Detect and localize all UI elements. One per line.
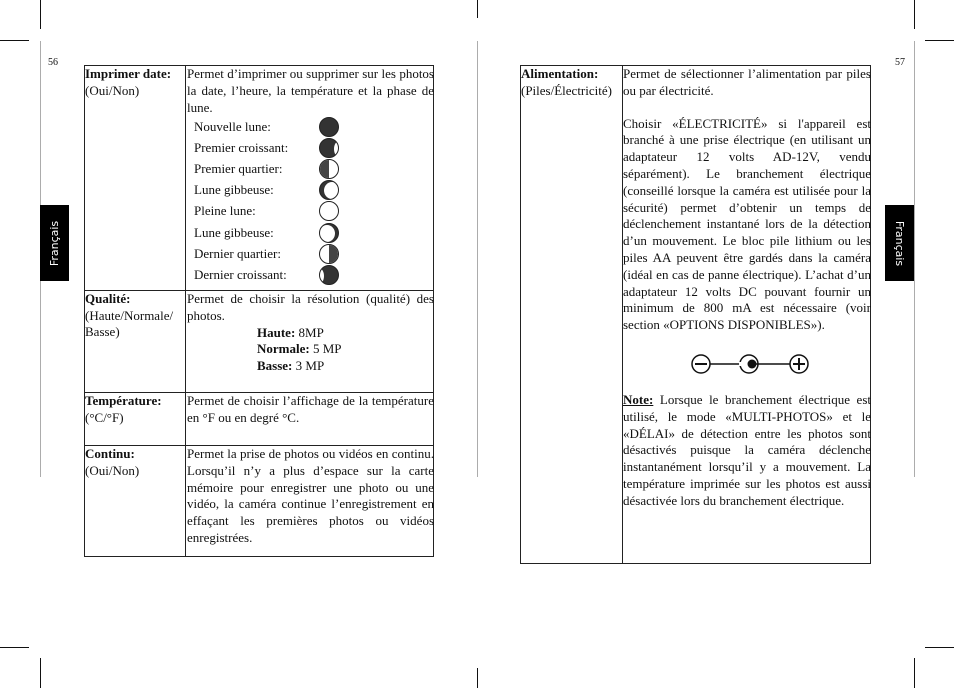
crop-mark [914, 0, 915, 29]
polarity-diagram [623, 334, 871, 392]
crop-mark [0, 647, 29, 648]
row-label [85, 393, 183, 426]
moon-phase-label: Premier croissant: [194, 140, 289, 155]
label-sub: (Oui/Non) [85, 82, 140, 98]
moon-phase-label: Dernier croissant: [194, 267, 287, 282]
table-row-temperature [85, 392, 433, 446]
crop-mark [477, 0, 478, 18]
page-number-right: 57 [895, 57, 905, 68]
row-description [623, 66, 871, 510]
description-text: Permet d’imprimer ou supprimer sur les photos la date, l’heure, la température et la phase de lune. [187, 66, 434, 115]
waxing-crescent-icon [319, 138, 339, 158]
moon-phase-label: Pleine lune: [194, 203, 256, 218]
new-moon-icon [319, 117, 339, 137]
margin-line [914, 41, 915, 477]
full-moon-icon [319, 201, 339, 221]
moon-phase-label: Lune gibbeuse: [194, 182, 274, 197]
description-text: Permet la prise de photos ou vidéos en continu. Lorsqu’il n’y a plus d’espace sur la carte mémoire pour enregistrer une photo ou une vidéo, la caméra continue l’enregistrement en effaçant les premières photos ou vidéos enregistrées. [187, 446, 434, 545]
moon-phase-label: Dernier quartier: [194, 246, 281, 261]
label-title: Continu: [85, 446, 135, 461]
crop-mark [925, 40, 954, 41]
moon-phase-label: Premier quartier: [194, 161, 283, 176]
description-text: Permet de choisir la résolution (qualité) des photos. [187, 291, 434, 323]
note-text: Lorsque le branchement électrique est utilisé, le mode «MULTI-PHOTOS» et le «DÉLAI» de détection entre les photos sont désactivés puisque la caméra déclenche instantanément lorsqu’il y a mouvement. La température imprimée sur les photos est aussi désactivée lors du branchement électrique. [623, 391, 871, 508]
label-sub: (Oui/Non) [85, 462, 140, 478]
language-tab-left [40, 205, 69, 281]
row-description [187, 393, 434, 427]
moon-phase-label: Nouvelle lune: [194, 119, 271, 134]
crop-mark [0, 40, 29, 41]
language-tab-label: Français [48, 220, 61, 266]
moon-phase-list [194, 117, 434, 287]
crop-mark [925, 647, 954, 648]
crop-mark [40, 658, 41, 688]
description-spacer [623, 100, 871, 116]
crop-mark [40, 0, 41, 29]
label-sub: (Piles/Électricité) [521, 82, 612, 98]
page-number-left: 56 [48, 57, 58, 68]
table-row-qualite [85, 290, 433, 393]
moon-phase-label: Lune gibbeuse: [194, 225, 274, 240]
row-label [85, 446, 183, 479]
description-details: Choisir «ÉLECTRICITÉ» si l'appareil est branché à une prise électrique (en utilisant un adaptateur 12 volts AD-12V, vendu séparément). Le branchement électrique (conseillé lorsque la caméra est utilisée pour la sécurité) permet d’obtenir un temps de déclenchement instantané lors de la détection d’un mouvement. Le bloc pile lithium ou les piles AA peuvent être gardés dans la caméra (idéal en cas de panne électrique). L’achat d’un adaptateur 12 volts DC pouvant fournir un minimum de 800 mA est nécessaire (voir section «OPTIONS DISPONIBLES»). [623, 115, 871, 333]
first-quarter-icon [319, 159, 339, 179]
option-value: 5 MP [309, 341, 342, 357]
language-tab-right [885, 205, 914, 281]
description-note [623, 392, 871, 510]
table-row-continu [85, 445, 433, 557]
row-description [187, 291, 434, 375]
note-label: Note: [623, 391, 654, 407]
option-key: Basse: [257, 358, 293, 374]
quality-option [187, 358, 434, 375]
waning-crescent-icon [319, 265, 339, 285]
row-label [85, 291, 183, 341]
language-tab-label: Français [893, 220, 906, 266]
row-description [187, 446, 434, 547]
margin-line [477, 41, 478, 477]
description-text: Permet de choisir l’affichage de la température en °F ou en degré °C. [187, 393, 434, 425]
description-intro: Permet de sélectionner l’alimentation par piles ou par électricité. [623, 66, 871, 98]
label-sub: (Haute/Normale/ Basse) [85, 307, 174, 339]
row-label [85, 66, 183, 99]
label-title: Qualité: [85, 291, 131, 306]
option-key: Normale: [257, 341, 310, 357]
crop-mark [477, 668, 478, 688]
settings-table-right [520, 65, 871, 564]
label-title: Température: [85, 393, 162, 408]
row-description [187, 66, 434, 116]
waxing-gibbous-icon [319, 180, 339, 200]
settings-table-left [84, 65, 434, 557]
crop-mark [914, 658, 915, 688]
label-sub: (°C/°F) [85, 409, 124, 425]
option-key: Haute: [257, 324, 296, 340]
row-label [521, 66, 621, 99]
option-value: 8MP [295, 324, 324, 340]
waning-gibbous-icon [319, 223, 339, 243]
table-row-imprimer-date [85, 66, 433, 290]
polarity-icon [623, 334, 871, 392]
option-value: 3 MP [292, 358, 325, 374]
quality-option [187, 325, 434, 342]
quality-option [187, 341, 434, 358]
label-title: Imprimer date: [85, 66, 172, 81]
last-quarter-icon [319, 244, 339, 264]
label-title: Alimentation: [521, 66, 599, 81]
